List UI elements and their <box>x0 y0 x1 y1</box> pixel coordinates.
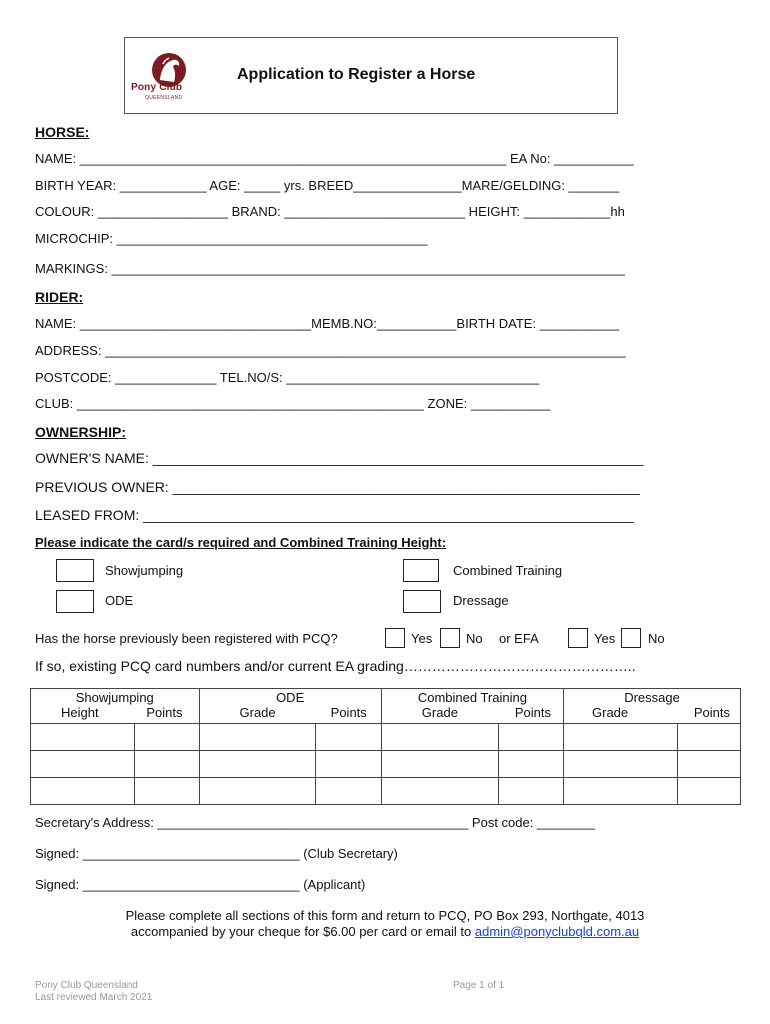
horse-colour-field[interactable]: COLOUR: __________________ BRAND: _________________________ HEIGHT: ____________hh <box>35 204 625 219</box>
table-cell[interactable] <box>498 751 563 778</box>
rider-address-field[interactable]: ADDRESS: ________________________________________________________________________ <box>35 343 626 358</box>
return-instruction-line1: Please complete all sections of this form and return to PCQ, PO Box 293, Northgate, 4013 <box>125 908 645 923</box>
showjumping-label: Showjumping <box>105 563 184 578</box>
registered-no-checkbox[interactable] <box>440 628 460 648</box>
table-cell[interactable] <box>199 778 316 805</box>
efa-yes-label: Yes <box>594 631 616 646</box>
ode-header <box>199 689 381 724</box>
dressage-label: Dressage <box>453 593 509 608</box>
showjumping-header <box>31 689 200 724</box>
page-title: Application to Register a Horse <box>237 66 476 83</box>
footer-org: Pony Club Queensland <box>35 980 138 991</box>
existing-card-numbers-field[interactable]: If so, existing PCQ card numbers and/or current EA grading………………………………………….. <box>35 658 636 674</box>
logo-text: Pony Club <box>131 82 183 93</box>
logo-subtext: QUEENSLAND <box>145 95 183 101</box>
sj-height-header: Height <box>61 705 99 720</box>
showjumping-header-title: Showjumping <box>75 690 154 705</box>
footer-page-number: Page 1 of 1 <box>453 980 505 991</box>
rider-name-field[interactable]: NAME: ________________________________MEMB.NO:___________BIRTH DATE: ___________ <box>35 316 620 331</box>
table-cell[interactable] <box>31 778 135 805</box>
cards-instruction: Please indicate the card/s required and Combined Training Height: <box>35 535 447 550</box>
table-cell[interactable] <box>564 751 678 778</box>
dressage-checkbox[interactable] <box>403 590 441 613</box>
sj-points-header: Points <box>146 705 183 720</box>
table-cell[interactable] <box>677 751 740 778</box>
email-link[interactable]: admin@ponyclubqld.com.au <box>474 924 640 939</box>
ode-checkbox[interactable] <box>56 590 94 613</box>
owner-name-field[interactable]: OWNER'S NAME: _______________________________________________________________ <box>35 450 644 466</box>
leased-from-field[interactable]: LEASED FROM: _______________________________________________________________ <box>35 507 634 523</box>
secretary-address-field[interactable]: Secretary's Address: ___________________________________________ Post code: ________ <box>35 815 595 830</box>
ode-grade-header: Grade <box>239 705 276 720</box>
table-cell[interactable] <box>677 724 740 751</box>
horse-microchip-field[interactable]: MICROCHIP: ___________________________________________ <box>35 231 428 246</box>
combined-training-checkbox[interactable] <box>403 559 439 582</box>
grading-table <box>30 688 741 805</box>
ct-grade-header: Grade <box>421 705 458 720</box>
combined-training-header <box>381 689 563 724</box>
dressage-header-title: Dressage <box>624 690 680 705</box>
table-cell[interactable] <box>31 724 135 751</box>
table-row <box>31 724 741 751</box>
ownership-heading: OWNERSHIP: <box>35 424 126 440</box>
showjumping-checkbox[interactable] <box>56 559 94 582</box>
table-cell[interactable] <box>381 724 498 751</box>
rider-postcode-field[interactable]: POSTCODE: ______________ TEL.NO/S: ___________________________________ <box>35 370 540 385</box>
table-row <box>31 751 741 778</box>
signed-applicant-field[interactable]: Signed: ______________________________ (Applicant) <box>35 877 366 892</box>
return-instruction-line2 <box>0 924 770 939</box>
efa-no-label: No <box>648 631 665 646</box>
table-cell[interactable] <box>498 778 563 805</box>
dressage-header <box>564 689 741 724</box>
table-cell[interactable] <box>199 751 316 778</box>
table-cell[interactable] <box>564 778 678 805</box>
ode-label: ODE <box>105 593 134 608</box>
rider-club-field[interactable]: CLUB: ________________________________________________ ZONE: ___________ <box>35 396 551 411</box>
table-cell[interactable] <box>498 724 563 751</box>
table-row <box>31 778 741 805</box>
efa-yes-checkbox[interactable] <box>568 628 588 648</box>
horse-birth-field[interactable]: BIRTH YEAR: ____________ AGE: _____ yrs. BREED_______________MARE/GELDING: _______ <box>35 178 620 193</box>
table-cell[interactable] <box>316 778 381 805</box>
table-cell[interactable] <box>564 724 678 751</box>
dr-grade-header: Grade <box>592 705 629 720</box>
or-efa-label: or EFA <box>499 631 539 646</box>
horse-heading: HORSE: <box>35 124 90 140</box>
table-cell[interactable] <box>316 751 381 778</box>
table-cell[interactable] <box>677 778 740 805</box>
efa-no-checkbox[interactable] <box>621 628 641 648</box>
table-cell[interactable] <box>135 778 199 805</box>
registered-yes-checkbox[interactable] <box>385 628 405 648</box>
registered-yes-label: Yes <box>411 631 433 646</box>
table-cell[interactable] <box>199 724 316 751</box>
table-cell[interactable] <box>135 751 199 778</box>
table-cell[interactable] <box>381 778 498 805</box>
ct-header-title: Combined Training <box>417 690 527 705</box>
table-cell[interactable] <box>31 751 135 778</box>
ode-points-header: Points <box>330 705 367 720</box>
table-cell[interactable] <box>316 724 381 751</box>
return-instruction-text: accompanied by your cheque for $6.00 per card or email to <box>130 924 472 939</box>
horse-markings-field[interactable]: MARKINGS: _______________________________________________________________________ <box>35 261 625 276</box>
table-cell[interactable] <box>135 724 199 751</box>
registered-question: Has the horse previously been registered with PCQ? <box>35 631 338 646</box>
dr-points-header: Points <box>693 705 730 720</box>
ct-points-header: Points <box>514 705 552 720</box>
footer-reviewed: Last reviewed March 2021 <box>35 992 153 1003</box>
ode-header-title: ODE <box>276 690 305 705</box>
signed-secretary-field[interactable]: Signed: ______________________________ (Club Secretary) <box>35 846 398 861</box>
previous-owner-field[interactable]: PREVIOUS OWNER: ____________________________________________________________ <box>35 479 640 495</box>
horse-name-field[interactable]: NAME: ___________________________________________________________ EA No: ___________ <box>35 151 634 166</box>
table-cell[interactable] <box>381 751 498 778</box>
form-header <box>124 37 618 114</box>
combined-training-label: Combined Training <box>453 563 563 578</box>
rider-heading: RIDER: <box>35 289 84 305</box>
registered-no-label: No <box>466 631 483 646</box>
